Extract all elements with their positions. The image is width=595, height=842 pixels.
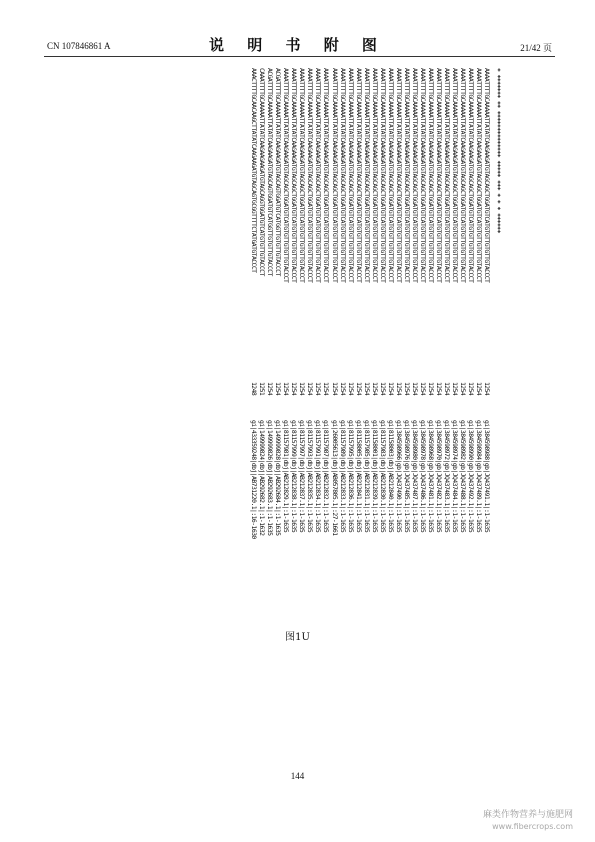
alignment-sequence: AAAATTTTGCAAAAATTATATCAAGAAGATGTAGCAGCTGGATGTCATGTGTTGTGTTGTACCCT: [354, 68, 363, 283]
alignment-accession-id: gi|81158001|dbj|AB212839.1|:1-1635: [370, 420, 379, 533]
alignment-position: 1254: [419, 382, 428, 396]
alignment-position: 1254: [378, 382, 387, 396]
alignment-sequence: AAAATTTTGCAAAAATTATATCAAGAAGATGTAGCAGCTGGATGTCATGTGTTGTGTTGTACCCT: [475, 68, 484, 283]
alignment-accession-id: gi|149999828|dbj|AB292684.1|:1-1635: [274, 420, 283, 536]
alignment-sequence: AAAATTTTGCAAAAATTATATCAAGAAGATGTAGCAGCTGGATGTCATGTGTTGTGTTGTACCCT: [467, 68, 476, 283]
page-number: 144: [290, 771, 305, 781]
alignment-position: 1254: [402, 382, 411, 396]
alignment-accession-id: gi|384598984|gb|JQ437489.1|:1-1635: [475, 420, 484, 533]
alignment-accession-id: gi|384598978|gb|JQ437486.1|:1-1635: [419, 420, 428, 533]
alignment-sequence: AAAATTTTGCAAAAATTATATCAAGAAGATGTAGCAGCTGGATGTCATGTGTTGTGTTGTACCCT: [298, 68, 307, 283]
alignment-accession-id: gi|81157989|dbj|AB212833.1|:1-1635: [338, 420, 347, 533]
alignment-position: 1254: [354, 382, 363, 396]
alignment-position: 1254: [435, 382, 444, 396]
alignment-sequence: AAAATTTTGCAAAAATTATATCAAGAAGATGTAGCAGCTGGATGTCATGTGTTGTGTTGTACCCT: [314, 68, 323, 283]
alignment-sequence: AAAATTTTGCAAAAATTATATCAAGAAGATGTAGCAGCTGGATGTCATGTGTTGTGTTGTACCCT: [306, 68, 315, 283]
alignment-accession-id: gi|81157991|dbj|AB212834.1|:1-1635: [314, 420, 323, 533]
alignment-accession-id: gi|384598970|gb|JQ437482.1|:1-1635: [435, 420, 444, 533]
figure-caption: 图1U: [285, 632, 310, 643]
alignment-sequence: AAAATTTTGCAAAAATTATATCAAGAAGATGTAGCAGCTGGATGTCATGTGTTGTGTTGTACCCT: [378, 68, 387, 283]
alignment-accession-id: gi|81157983|dbj|AB212830.1|:1-1635: [378, 420, 387, 533]
watermark-url: www.fibercrops.com: [492, 822, 573, 831]
alignment-sequence: AAAATTTTGCAAAAATTATATCAAGAAGATGTAGCAGCTGGATGTCATGTGTTGTGTTGTACCCT: [394, 68, 403, 283]
alignment-sequence: AAAATTTTGCAAAAATTATATCAAGAAGATGTAGCAGCTGGATGTCATGTGTTGTGTTGTACCCT: [370, 68, 379, 283]
header-title: 说 明 书 附 图: [209, 36, 386, 54]
alignment-sequence: ACGATTTTGCAAAAATTATATCAAGAAGATGTAGCAGTGGATGTCATGGTTGTGTTGTACCCT: [266, 68, 275, 276]
watermark-title: 麻类作物营养与施肥网: [482, 810, 573, 820]
alignment-sequence: CAAATTTTGCAAAAATTATATCAAGAAGAAGATGTAGCAGGTGGATGTCATGTGTTGTACCCT: [258, 68, 267, 276]
header-page-count: 21/42 页: [520, 43, 552, 53]
alignment-sequence: AAAATTTTGCAAAAATTATATCAAGAAGATGTAGCAGCTGGATGTCATGTGTTGTGTTGTACCCT: [459, 68, 468, 283]
alignment-sequence: AAAATTTTGCAAAAATTATATCAAGAAGATGTAGCAGCTGGATGTCATGTGTTGTGTTGTACCCT: [402, 68, 411, 283]
alignment-position: 1254: [394, 382, 403, 396]
alignment-accession-id: gi|81157987|dbj|AB212832.1|:1-1635: [322, 420, 331, 533]
header-patent-number: CN 107846861 A: [47, 41, 111, 51]
alignment-position: 1254: [330, 382, 339, 396]
alignment-accession-id: gi|384598966|gb|JQ437490.1|:1-1635: [394, 420, 403, 533]
alignment-sequence: AAAATTTTGCAAAAATTATATCAAGAAGATGTAGCAGCTGGATGTCATGTGTTGTGTTGTACCCT: [443, 68, 452, 283]
alignment-accession-id: gi|81158005|dbj|AB212841.1|:1-1635: [354, 420, 363, 533]
alignment-sequence: AAAATTTTGCAAAAATTATATCAAGAAGATGTAGCAGCTGGATGTCATGTGTTGTGTTGTACCCT: [282, 68, 291, 283]
alignment-accession-id: gi|384598974|gb|JQ437484.1|:1-1635: [451, 420, 460, 533]
alignment-position: 1254: [427, 382, 436, 396]
alignment-sequence: AAAATTTTGCAAAAATTATATCAAGAAGATGTAGCAGCTGGATGTCATGTGTTGTGTTGTACCCT: [435, 68, 444, 283]
alignment-position: 1254: [443, 382, 452, 396]
alignment-accession-id: gi|384598968|gb|JQ437481.1|:1-1635: [427, 420, 436, 533]
alignment-sequence: AAAATTTTGCAAAAATTATATCAAGAAGATGTAGCAGCTGGATGTCATGTGTTGTGTTGTACCCT: [451, 68, 460, 283]
alignment-position: 1254: [290, 382, 299, 396]
alignment-position: 1254: [451, 382, 460, 396]
alignment-accession-id: gi|81158003|dbj|AB212840.1|:1-1635: [386, 420, 395, 533]
alignment-position: 1254: [314, 382, 323, 396]
alignment-position: 1254: [282, 382, 291, 396]
alignment-position: 1254: [370, 382, 379, 396]
alignment-accession-id: gi|384598990|gb|JQ437492.1|:1-1635: [467, 420, 476, 533]
alignment-position: 1248: [250, 382, 258, 396]
alignment-sequence: AAAATTTTGCAAAAATTATATCAAGAAGATGTAGCAGCTGGATGTCATGTGTTGTGTTGTACCCT: [322, 68, 331, 283]
alignment-sequence: AAAATTTTGCAAAAATTATATCAAGAAGATGTAGCAGCTGGATGTCATGTGTTGTGTTGTACCCT: [330, 68, 339, 283]
alignment-accession-id: gi|384598976|gb|JQ437485.1|:1-1635: [402, 420, 411, 533]
alignment-sequence: AAAATTTTGCAAAAATTATATCAAGAAGATGTAGCAGCTGGATGTCATGTGTTGTGTTGTACCCT: [362, 68, 371, 283]
alignment-accession-id: gi|81157985|dbj|AB212831.1|:1-1635: [362, 420, 371, 533]
alignment-position: 1254: [322, 382, 331, 396]
alignment-accession-id: gi|81157997|dbj|AB212837.1|:1-1635: [298, 420, 307, 533]
alignment-consensus: * ******* ** ************** ***** *** * * * ******: [493, 68, 502, 233]
alignment-position: 1254: [298, 382, 307, 396]
alignment-accession-id: gi|149999826|dbj|AB292683.1|:1-1635: [266, 420, 275, 536]
alignment-accession-id: gi|384598972|gb|JQ437483.1|:1-1635: [443, 420, 452, 533]
alignment-accession-id: gi|81157981|dbj|AB212829.1|:1-1635: [282, 420, 291, 533]
alignment-accession-id: gi|81157993|dbj|AB212835.1|:1-1635: [306, 420, 315, 533]
alignment-position: 1254: [346, 382, 355, 396]
alignment-sequence: AAAATTTTGCAAAAATTATATCAAGAAGATGTAGCAGCTGGATGTCATGTGTTGTGTTGTACCCT: [427, 68, 436, 283]
alignment-position: 1254: [483, 382, 492, 396]
alignment-sequence: AAAATTTTGCAAAAATTATATCAAGAAGATGTAGCAGCTGGATGTCATGTGTTGTGTTGTACCCT: [386, 68, 395, 283]
alignment-position: 1254: [306, 382, 315, 396]
alignment-accession-id: gi|433359248|dbj|AB731220.1|:16-1630: [250, 420, 258, 539]
alignment-accession-id: gi|26005613|dbj|AB057805.1|:27-1661: [330, 420, 339, 536]
alignment-position: 1254: [362, 382, 371, 396]
alignment-accession-id: gi|384598982|gb|JQ437488.1|:1-1635: [459, 420, 468, 533]
alignment-position: 1251: [258, 382, 267, 396]
alignment-position: 1254: [266, 382, 275, 396]
alignment-accession-id: gi|81157999|dbj|AB212838.1|:1-1635: [290, 420, 299, 533]
alignment-position: 1254: [274, 382, 283, 396]
alignment-sequence: AAAATTTTGCAAAAATTATATCAAGAAGATGTAGCAGCTGGATGTCATGTGTTGTGTTGTACCCT: [419, 68, 428, 283]
alignment-sequence: AAACTTTTGCAACAAGCTTATATCAAGAAGATGTAGCAGTGCGGTTTTCTATGATGTACCCT: [250, 68, 258, 273]
alignment-position: 1254: [338, 382, 347, 396]
alignment-sequence: AAAATTTTGCAAAAATTATATCAAGAAGATGTAGCAGCTGGATGTCATGTGTTGTGTTGTACCCT: [290, 68, 299, 283]
alignment-sequence: AAAATTTTGCAAAAATTATATCAAGAAGATGTAGCAGCTGGATGTCATGTGTTGTGTTGTACCCT: [346, 68, 355, 283]
alignment-position: 1254: [411, 382, 419, 396]
alignment-position: 1254: [459, 382, 468, 396]
alignment-sequence: AAAATTTTGCAAAAATTATATCAAGAAGATGTAGCAGCTGGATGTCATGTGTTGTGTTGTACCCT: [338, 68, 347, 283]
alignment-position: 1254: [386, 382, 395, 396]
alignment-accession-id: gi|384598980|gb|JQ437487.1|:1-1635: [411, 420, 419, 533]
alignment-sequence: ACGATTTTGCAAAAATTATATCAAGAAGATGTAGCAGTGGATGTCATGGTTGTGTTGTACCCT: [274, 68, 283, 276]
alignment-position: 1254: [467, 382, 476, 396]
alignment-accession-id: gi|81157995|dbj|AB212836.1|:1-1635: [346, 420, 355, 533]
alignment-position: 1254: [475, 382, 484, 396]
alignment-sequence: AAAATTTTGCAAAAATTATATCAAGAAGATGTAGCAGCTGGATGTCATGTGTTGTGTTGTACCCT: [411, 68, 419, 283]
alignment-accession-id: gi|149999824|dbj|AB292682.1|:1-1632: [258, 420, 267, 536]
alignment-accession-id: gi|384598988|gb|JQ437491.1|:1-1635: [483, 420, 492, 533]
alignment-sequence: AAAATTTTGCAAAAATTATATCAAGAAGATGTAGCAGCTGGATGTCATGTGTTGTGTTGTACCCT: [483, 68, 492, 283]
